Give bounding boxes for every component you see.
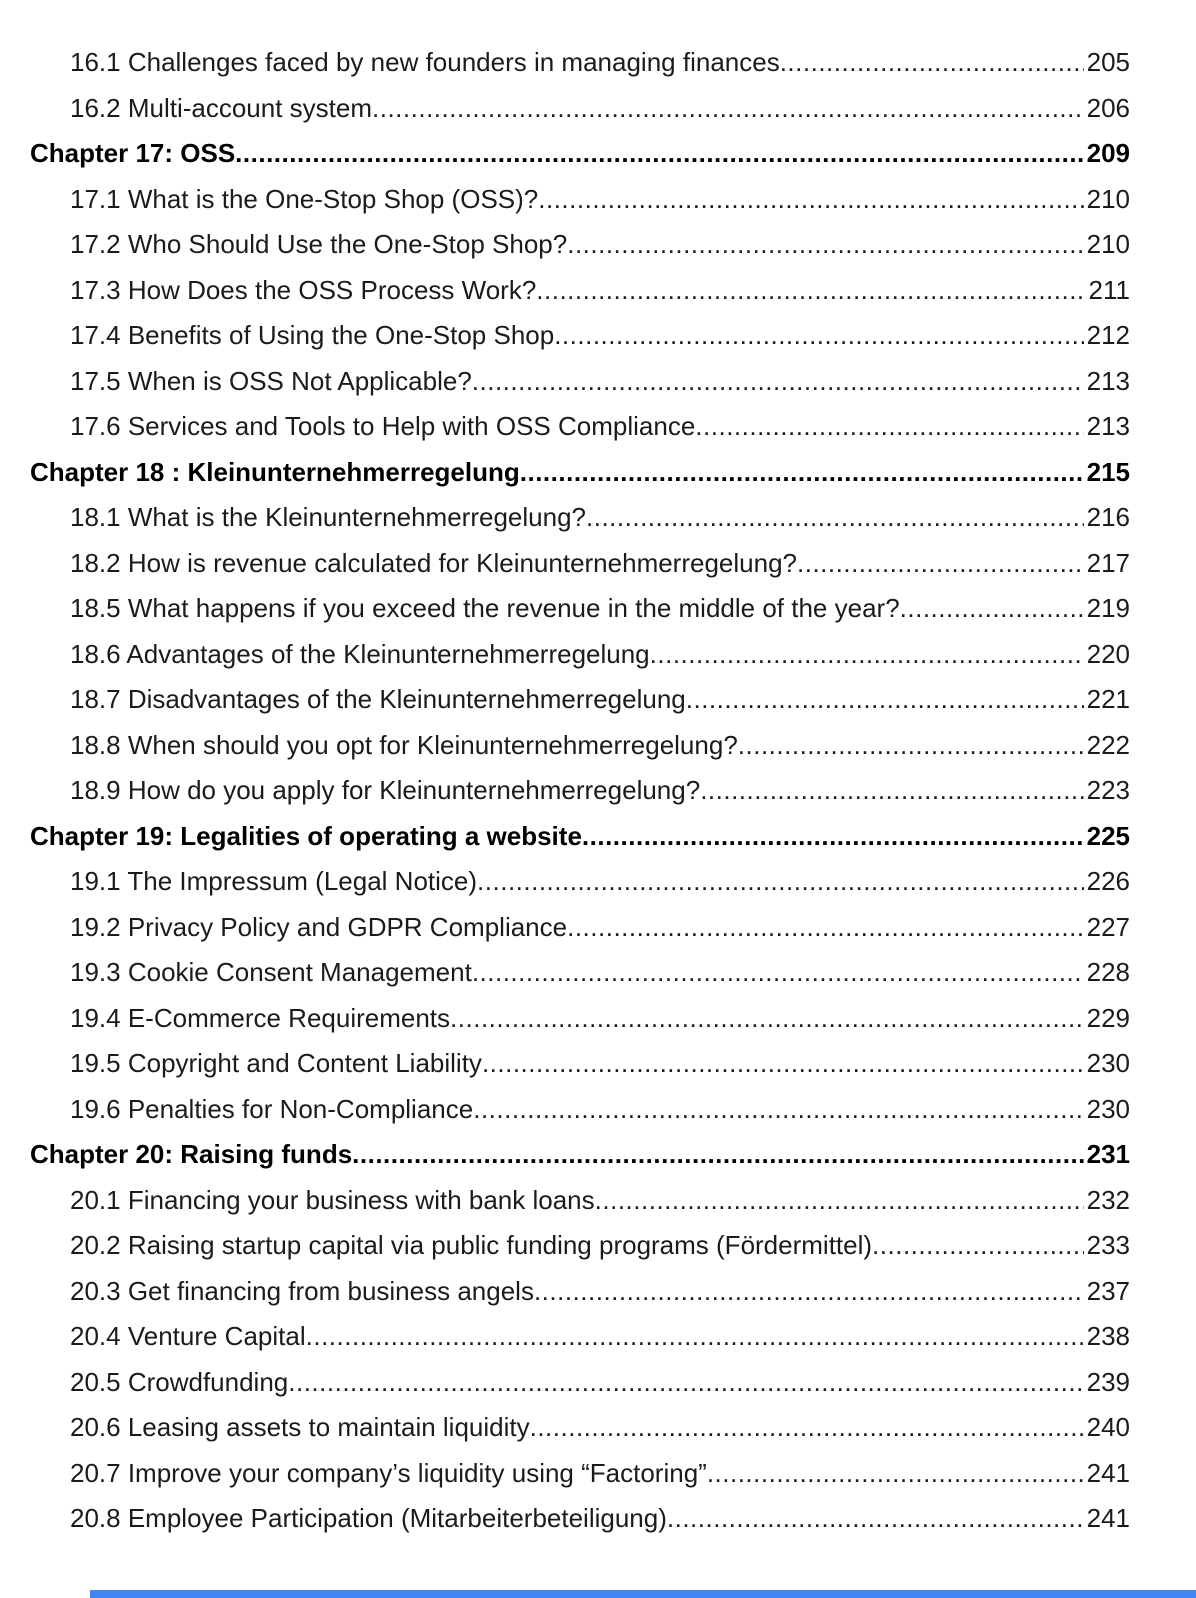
toc-entry-page: 219 bbox=[1086, 593, 1130, 623]
toc-entry-label: 17.2 Who Should Use the One-Stop Shop? bbox=[70, 229, 568, 259]
toc-entry[interactable] bbox=[30, 313, 1130, 359]
toc-entry-page: 213 bbox=[1086, 411, 1130, 441]
toc-entry-label: 20.7 Improve your company’s liquidity using “Factoring” bbox=[70, 1457, 707, 1488]
toc-leader-dots bbox=[650, 632, 1084, 678]
toc-entry-label: Chapter 17: OSS bbox=[30, 138, 236, 168]
toc-entry-label: 19.3 Cookie Consent Management bbox=[70, 957, 472, 987]
toc-leader-dots bbox=[707, 1451, 1084, 1497]
toc-entry-label: 16.1 Challenges faced by new founders in managing finances bbox=[70, 47, 780, 77]
toc-entry[interactable] bbox=[30, 905, 1130, 951]
toc-entry-page: 229 bbox=[1086, 1002, 1130, 1033]
toc-leader-dots bbox=[595, 1178, 1084, 1224]
toc-entry[interactable] bbox=[30, 1178, 1130, 1224]
toc-entry-page: 221 bbox=[1086, 684, 1130, 714]
toc-entry-page: 241 bbox=[1086, 1457, 1130, 1488]
toc-entry-label: Chapter 20: Raising funds bbox=[30, 1139, 353, 1169]
toc-entry[interactable] bbox=[30, 1451, 1130, 1497]
toc-entry[interactable] bbox=[30, 222, 1130, 268]
toc-leader-dots bbox=[235, 131, 1083, 177]
toc-entry[interactable] bbox=[30, 404, 1130, 450]
toc-leader-dots bbox=[700, 768, 1083, 814]
toc-entry-page: 206 bbox=[1086, 92, 1130, 123]
toc-entry-label: 18.5 What happens if you exceed the revenue in the middle of the year? bbox=[70, 593, 900, 623]
toc-entry[interactable] bbox=[30, 541, 1130, 587]
toc-leader-dots bbox=[586, 495, 1084, 541]
toc-entry-label: 19.5 Copyright and Content Liability bbox=[70, 1048, 482, 1078]
toc-entry-label: 16.2 Multi-account system bbox=[70, 92, 373, 123]
toc-entry-page: 220 bbox=[1086, 638, 1130, 669]
toc-entry-page: 222 bbox=[1086, 729, 1130, 760]
toc-entry-label: 18.6 Advantages of the Kleinunternehmerregelung bbox=[70, 638, 650, 669]
toc-entry[interactable] bbox=[30, 1496, 1130, 1542]
toc-entry-label: 18.7 Disadvantages of the Kleinunternehmerregelung bbox=[70, 684, 686, 714]
toc-entry[interactable] bbox=[30, 359, 1130, 405]
toc-entry-page: 227 bbox=[1086, 911, 1130, 942]
toc-entry-page: 217 bbox=[1086, 547, 1130, 578]
toc-entry[interactable] bbox=[30, 950, 1130, 996]
toc-leader-dots bbox=[872, 1223, 1084, 1269]
toc-leader-dots bbox=[372, 86, 1084, 132]
toc-leader-dots bbox=[738, 723, 1084, 769]
toc-leader-dots bbox=[352, 1132, 1083, 1178]
toc-entry-page: 241 bbox=[1086, 1503, 1130, 1533]
toc-leader-dots bbox=[567, 222, 1083, 268]
toc-entry[interactable] bbox=[30, 40, 1130, 86]
toc-entry-page: 228 bbox=[1086, 957, 1130, 987]
toc-entry-page: 232 bbox=[1086, 1184, 1130, 1215]
toc-entry[interactable] bbox=[30, 268, 1130, 314]
toc-leader-dots bbox=[472, 359, 1084, 405]
toc-entry[interactable] bbox=[30, 1314, 1130, 1360]
toc-entry-page: 230 bbox=[1086, 1093, 1130, 1124]
toc-entry-label: 18.8 When should you opt for Kleinunternehmerregelung? bbox=[70, 729, 738, 760]
toc-entry[interactable] bbox=[30, 1360, 1130, 1406]
toc-leader-dots bbox=[520, 450, 1084, 496]
toc-leader-dots bbox=[554, 313, 1083, 359]
toc-entry-label: 20.1 Financing your business with bank loans bbox=[70, 1184, 595, 1215]
toc-entry-label: 19.4 E-Commerce Requirements bbox=[70, 1002, 451, 1033]
toc-entry[interactable] bbox=[30, 632, 1130, 678]
toc-leader-dots bbox=[530, 1405, 1084, 1451]
toc-entry[interactable] bbox=[30, 768, 1130, 814]
toc-entry-label: Chapter 18 : Kleinunternehmerregelung bbox=[30, 456, 520, 487]
toc-leader-dots bbox=[534, 1269, 1084, 1315]
toc-entry[interactable] bbox=[30, 1041, 1130, 1087]
toc-entry-label: Chapter 19: Legalities of operating a website bbox=[30, 820, 582, 851]
toc-entry-page: 212 bbox=[1086, 320, 1130, 350]
toc-entry-label: 19.2 Privacy Policy and GDPR Compliance bbox=[70, 911, 568, 942]
toc-entry[interactable] bbox=[30, 495, 1130, 541]
toc-entry-page: 210 bbox=[1086, 229, 1130, 259]
toc-entry-label: 18.1 What is the Kleinunternehmerregelung? bbox=[70, 502, 586, 532]
toc-leader-dots bbox=[288, 1360, 1083, 1406]
toc-entry[interactable] bbox=[30, 677, 1130, 723]
toc-entry-label: 20.3 Get financing from business angels bbox=[70, 1275, 534, 1306]
toc-leader-dots bbox=[450, 996, 1084, 1042]
toc-entry-page: 225 bbox=[1086, 820, 1130, 851]
toc-entry-label: 17.6 Services and Tools to Help with OSS Compliance bbox=[70, 411, 696, 441]
toc-entry[interactable] bbox=[30, 1405, 1130, 1451]
toc-entry-page: 239 bbox=[1086, 1366, 1130, 1397]
toc-entry[interactable] bbox=[30, 1223, 1130, 1269]
toc-entry[interactable] bbox=[30, 859, 1130, 905]
toc-leader-dots bbox=[667, 1496, 1084, 1542]
toc-leader-dots bbox=[582, 814, 1084, 860]
toc-entry[interactable] bbox=[30, 996, 1130, 1042]
toc-entry-label: 17.5 When is OSS Not Applicable? bbox=[70, 365, 472, 396]
toc-entry-page: 213 bbox=[1086, 365, 1130, 396]
toc-leader-dots bbox=[900, 586, 1084, 632]
toc-entry-label: 17.4 Benefits of Using the One-Stop Shop bbox=[70, 320, 555, 350]
toc-leader-dots bbox=[797, 541, 1084, 587]
toc-leader-dots bbox=[686, 677, 1084, 723]
toc-leader-dots bbox=[695, 404, 1083, 450]
toc-entry-label: 20.8 Employee Participation (Mitarbeiterbeteiligung) bbox=[70, 1503, 667, 1533]
toc-entry[interactable] bbox=[30, 177, 1130, 223]
bottom-highlight-bar bbox=[90, 1590, 1196, 1598]
toc-entry-label: 20.5 Crowdfunding bbox=[70, 1366, 289, 1397]
toc-entry-label: 18.2 How is revenue calculated for Kleinunternehmerregelung? bbox=[70, 547, 797, 578]
toc-entry-label: 19.1 The Impressum (Legal Notice) bbox=[70, 866, 478, 896]
toc-entry-label: 20.6 Leasing assets to maintain liquidity bbox=[70, 1412, 530, 1442]
toc-entry[interactable] bbox=[30, 450, 1130, 496]
toc-entry-page: 211 bbox=[1088, 274, 1130, 305]
toc-entry-page: 226 bbox=[1086, 866, 1130, 896]
toc-leader-dots bbox=[482, 1041, 1084, 1087]
toc-entry-page: 223 bbox=[1086, 775, 1130, 805]
toc-entry-page: 205 bbox=[1086, 47, 1130, 77]
toc-entry-label: 20.4 Venture Capital bbox=[70, 1321, 306, 1351]
toc-entry[interactable] bbox=[30, 723, 1130, 769]
toc-entry-label: 19.6 Penalties for Non-Compliance bbox=[70, 1093, 474, 1124]
toc-leader-dots bbox=[536, 268, 1085, 314]
toc-entry-page: 230 bbox=[1086, 1048, 1130, 1078]
toc-leader-dots bbox=[477, 859, 1084, 905]
toc-entry-label: 20.2 Raising startup capital via public funding programs (Fördermittel) bbox=[70, 1230, 873, 1260]
toc-leader-dots bbox=[567, 905, 1084, 951]
toc-entry-page: 238 bbox=[1086, 1321, 1130, 1351]
toc-entry[interactable] bbox=[30, 1132, 1130, 1178]
toc-entry[interactable] bbox=[30, 1087, 1130, 1133]
toc-entry[interactable] bbox=[30, 586, 1130, 632]
toc-entry-page: 233 bbox=[1086, 1230, 1130, 1260]
toc-entry-label: 17.1 What is the One-Stop Shop (OSS)? bbox=[70, 183, 539, 214]
toc-entry[interactable] bbox=[30, 86, 1130, 132]
toc-leader-dots bbox=[472, 950, 1084, 996]
toc-entry[interactable] bbox=[30, 131, 1130, 177]
toc-entry-page: 237 bbox=[1086, 1275, 1130, 1306]
toc-entry[interactable] bbox=[30, 1269, 1130, 1315]
toc-entry-page: 216 bbox=[1086, 502, 1130, 532]
toc-entry-page: 240 bbox=[1086, 1412, 1130, 1442]
toc-entry-label: 18.9 How do you apply for Kleinunternehmerregelung? bbox=[70, 775, 701, 805]
toc-entry-page: 209 bbox=[1086, 138, 1130, 168]
toc-entry[interactable] bbox=[30, 814, 1130, 860]
toc-leader-dots bbox=[538, 177, 1083, 223]
toc-leader-dots bbox=[780, 40, 1084, 86]
toc-entry-page: 231 bbox=[1086, 1139, 1130, 1169]
toc-leader-dots bbox=[473, 1087, 1083, 1133]
toc-leader-dots bbox=[306, 1314, 1084, 1360]
toc-entry-page: 210 bbox=[1086, 183, 1130, 214]
toc-entry-label: 17.3 How Does the OSS Process Work? bbox=[70, 274, 537, 305]
toc-entry-page: 215 bbox=[1086, 456, 1130, 487]
